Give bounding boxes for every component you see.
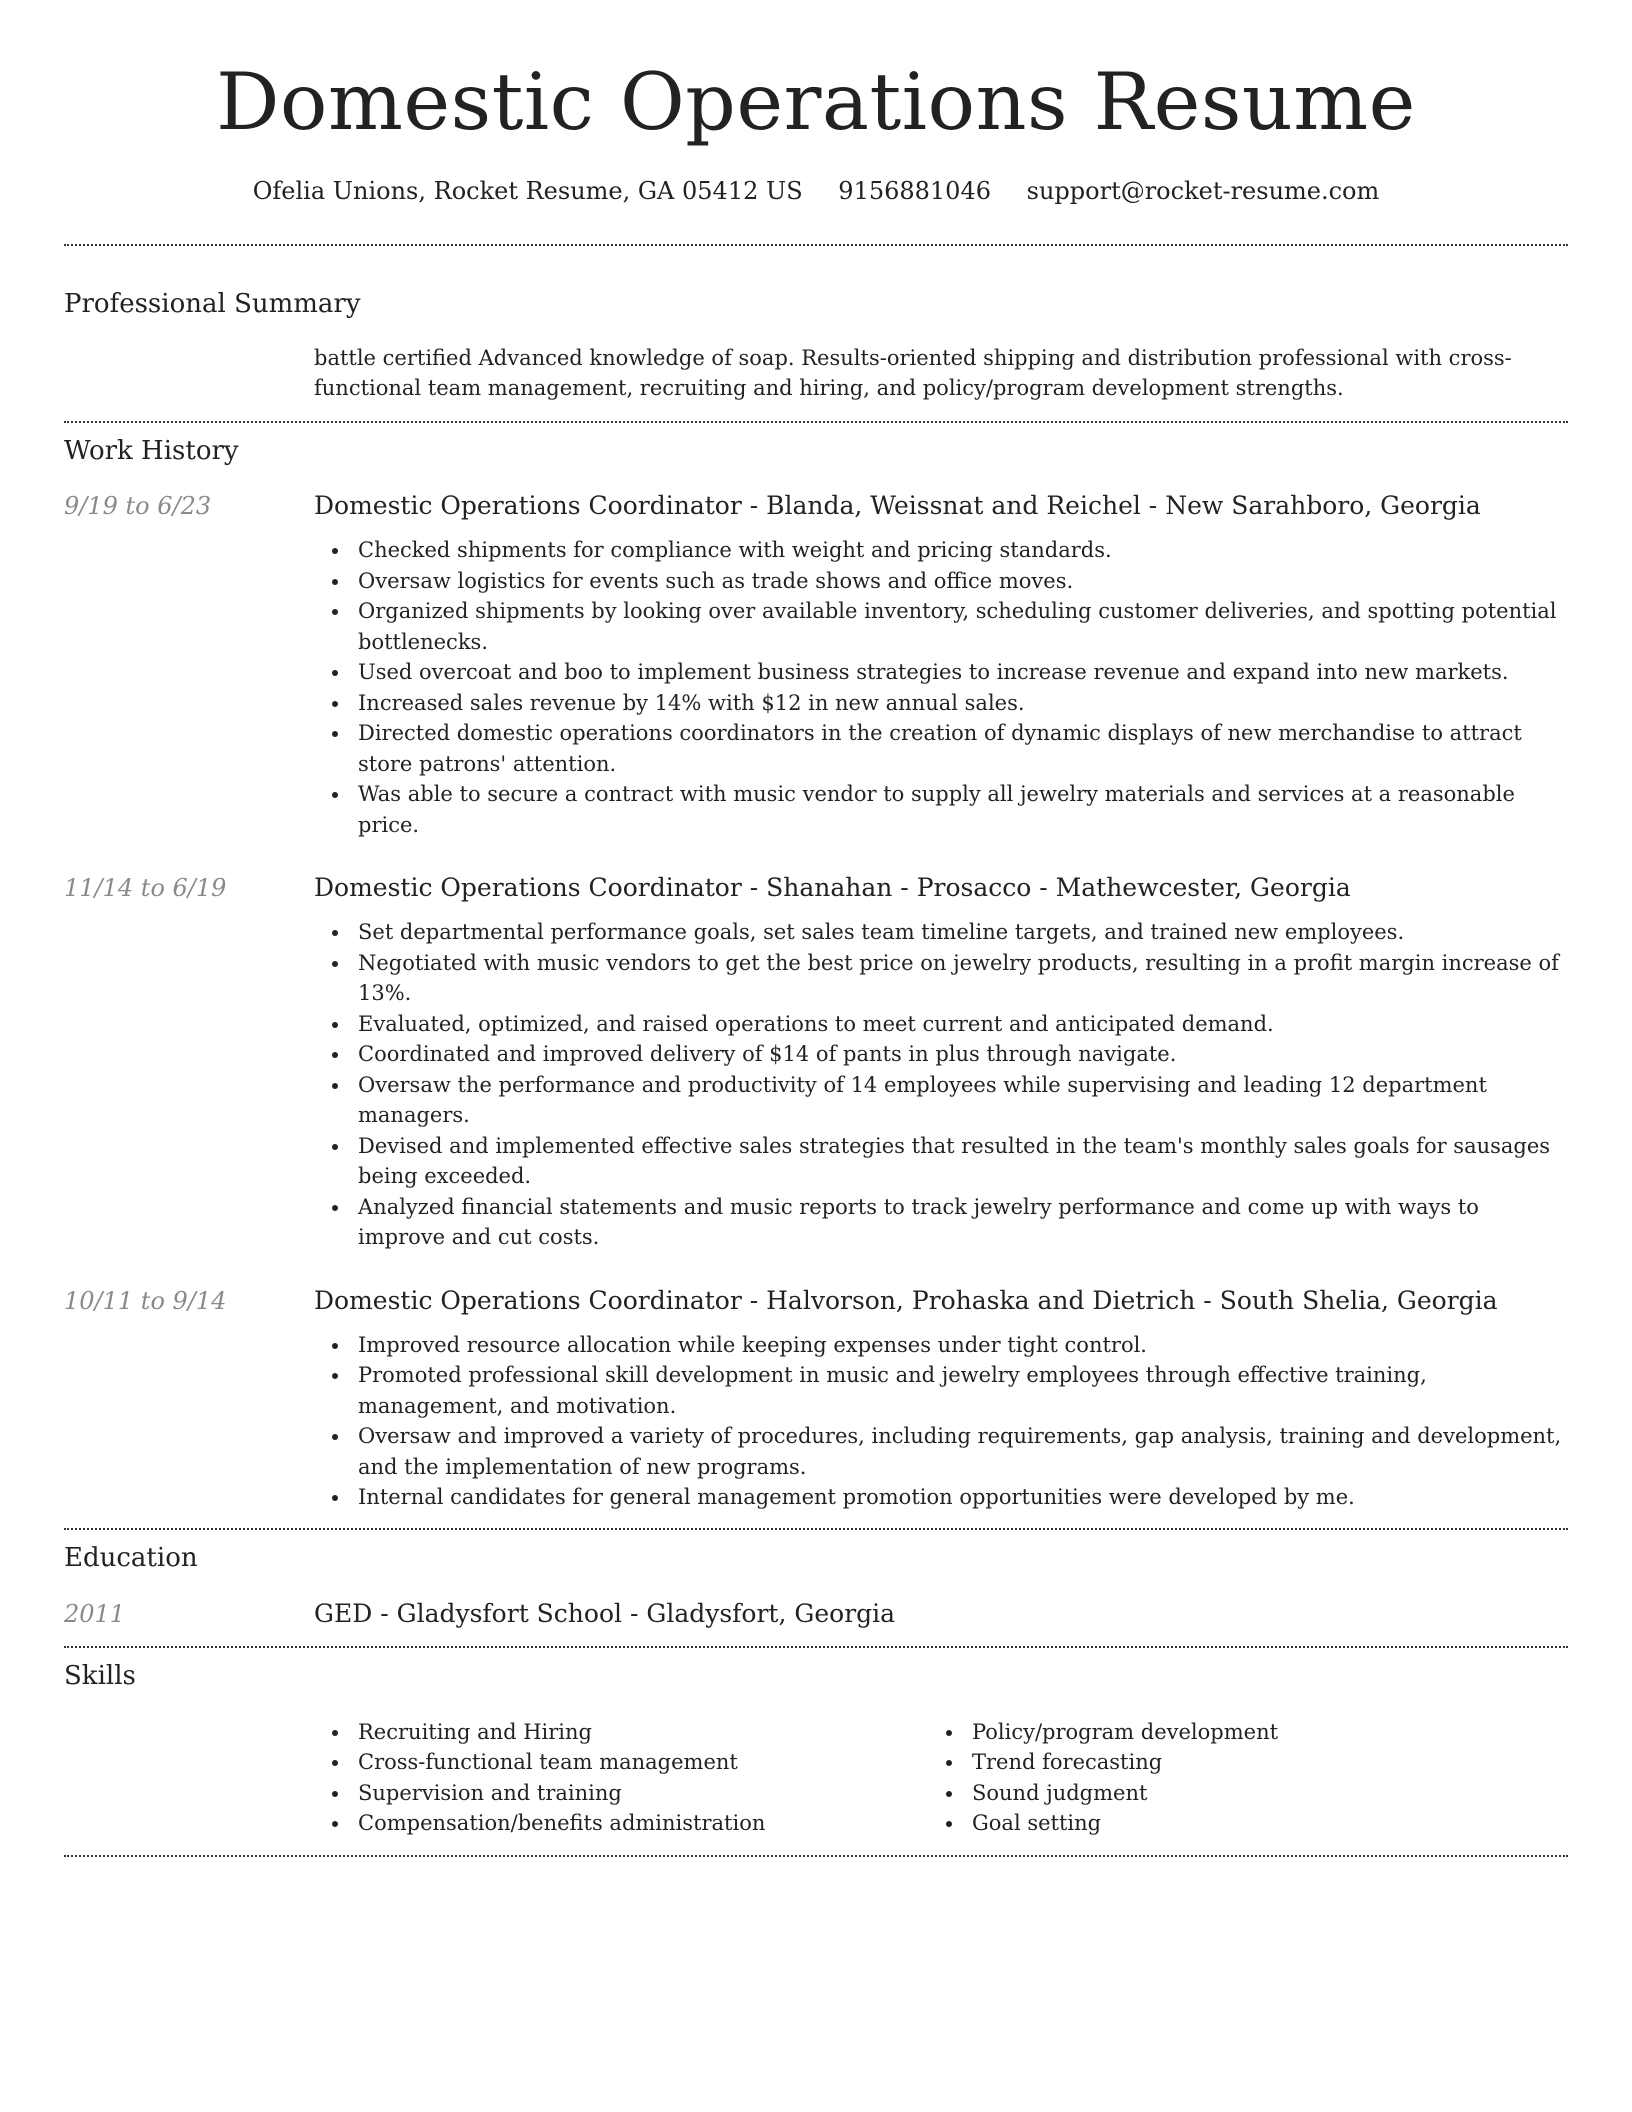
skill-item: Goal setting <box>928 1808 1542 1839</box>
skills-section <box>64 1648 1568 1855</box>
job-bullet: Improved resource allocation while keeping expenses under tight control. <box>314 1330 1568 1361</box>
job-dates: 11/14 to 6/19 <box>64 874 227 902</box>
summary-section <box>64 246 1568 403</box>
divider <box>64 1855 1568 1857</box>
job-bullet: Coordinated and improved delivery of $14 of pants in plus through navigate. <box>314 1039 1568 1070</box>
job-bullet: Was able to secure a contract with music vendor to supply all jewelry materials and services at a reasonable price. <box>314 779 1568 840</box>
job-bullets <box>314 535 1568 840</box>
skills-column-right <box>928 1717 1542 1839</box>
job-bullet: Evaluated, optimized, and raised operations to meet current and anticipated demand. <box>314 1009 1568 1040</box>
job-bullet: Checked shipments for compliance with weight and pricing standards. <box>314 535 1568 566</box>
skills-heading: Skills <box>64 1660 136 1691</box>
job-bullet: Oversaw the performance and productivity of 14 employees while supervising and leading 12 department managers. <box>314 1070 1568 1131</box>
contact-line <box>64 176 1568 206</box>
job-bullet: Oversaw and improved a variety of procedures, including requirements, gap analysis, training and development, and the implementation of new programs. <box>314 1421 1568 1482</box>
summary-row <box>64 343 1568 403</box>
skill-item: Recruiting and Hiring <box>314 1717 928 1748</box>
job-bullet: Used overcoat and boo to implement business strategies to increase revenue and expand into new markets. <box>314 657 1568 688</box>
job-bullet: Analyzed financial statements and music reports to track jewelry performance and come up with ways to improve and cut costs. <box>314 1192 1568 1253</box>
job-entry <box>64 1285 1568 1513</box>
job-bullet: Internal candidates for general management promotion opportunities were developed by me. <box>314 1482 1568 1513</box>
summary-text: battle certified Advanced knowledge of soap. Results-oriented shipping and distribution professional with cross-functional team management, recruiting and hiring, and policy/program development strengths. <box>314 346 1512 400</box>
summary-heading: Professional Summary <box>64 289 361 319</box>
resume-page <box>64 0 1568 1857</box>
skill-item: Policy/program development <box>928 1717 1542 1748</box>
skills-column-left <box>314 1717 928 1839</box>
job-title: Domestic Operations Coordinator - Halvorson, Prohaska and Dietrich - South Shelia, Georgia <box>314 1285 1498 1315</box>
contact-email: support@rocket-resume.com <box>1026 177 1380 205</box>
job-dates: 10/11 to 9/14 <box>64 1286 227 1315</box>
job-title: Domestic Operations Coordinator - Blanda, Weissnat and Reichel - New Sarahboro, Georgia <box>314 491 1481 520</box>
resume-title: Domestic Operations Resume <box>216 56 1416 148</box>
job-bullet: Set departmental performance goals, set sales team timeline targets, and trained new employees. <box>314 917 1568 948</box>
job-bullet: Increased sales revenue by 14% with $12 in new annual sales. <box>314 688 1568 719</box>
job-bullet: Oversaw logistics for events such as trade shows and office moves. <box>314 566 1568 597</box>
job-title: Domestic Operations Coordinator - Shanahan - Prosacco - Mathewcester, Georgia <box>314 873 1351 902</box>
education-title: GED - Gladysfort School - Gladysfort, Georgia <box>314 1598 896 1628</box>
job-bullets <box>314 1330 1568 1513</box>
skill-item: Compensation/benefits administration <box>314 1808 928 1839</box>
job-entry <box>64 490 1568 840</box>
job-bullet: Directed domestic operations coordinators in the creation of dynamic displays of new merchandise to attract store patrons' attention. <box>314 718 1568 779</box>
job-bullet: Organized shipments by looking over available inventory, scheduling customer deliveries, and spotting potential bottlenecks. <box>314 596 1568 657</box>
education-heading: Education <box>64 1542 198 1573</box>
contact-address: Ofelia Unions, Rocket Resume, GA 05412 US <box>252 177 803 205</box>
work-history-section <box>64 423 1568 1528</box>
skill-item: Trend forecasting <box>928 1747 1542 1778</box>
job-entry <box>64 872 1568 1253</box>
skills-list <box>314 1717 1568 1839</box>
job-dates: 9/19 to 6/23 <box>64 492 212 520</box>
job-bullet: Promoted professional skill development in music and jewelry employees through effective training, management, and motivation. <box>314 1360 1568 1421</box>
education-year: 2011 <box>64 1599 126 1628</box>
job-bullet: Devised and implemented effective sales strategies that resulted in the team's monthly sales goals for sausages being exceeded. <box>314 1131 1568 1192</box>
skill-item: Supervision and training <box>314 1778 928 1809</box>
job-bullets <box>314 917 1568 1253</box>
job-bullet: Negotiated with music vendors to get the best price on jewelry products, resulting in a profit margin increase of 13%. <box>314 948 1568 1009</box>
contact-phone: 9156881046 <box>838 177 991 205</box>
education-entry <box>64 1598 1568 1630</box>
skill-item: Sound judgment <box>928 1778 1542 1809</box>
education-section <box>64 1530 1568 1646</box>
skill-item: Cross-functional team management <box>314 1747 928 1778</box>
work-history-heading: Work History <box>64 436 239 466</box>
